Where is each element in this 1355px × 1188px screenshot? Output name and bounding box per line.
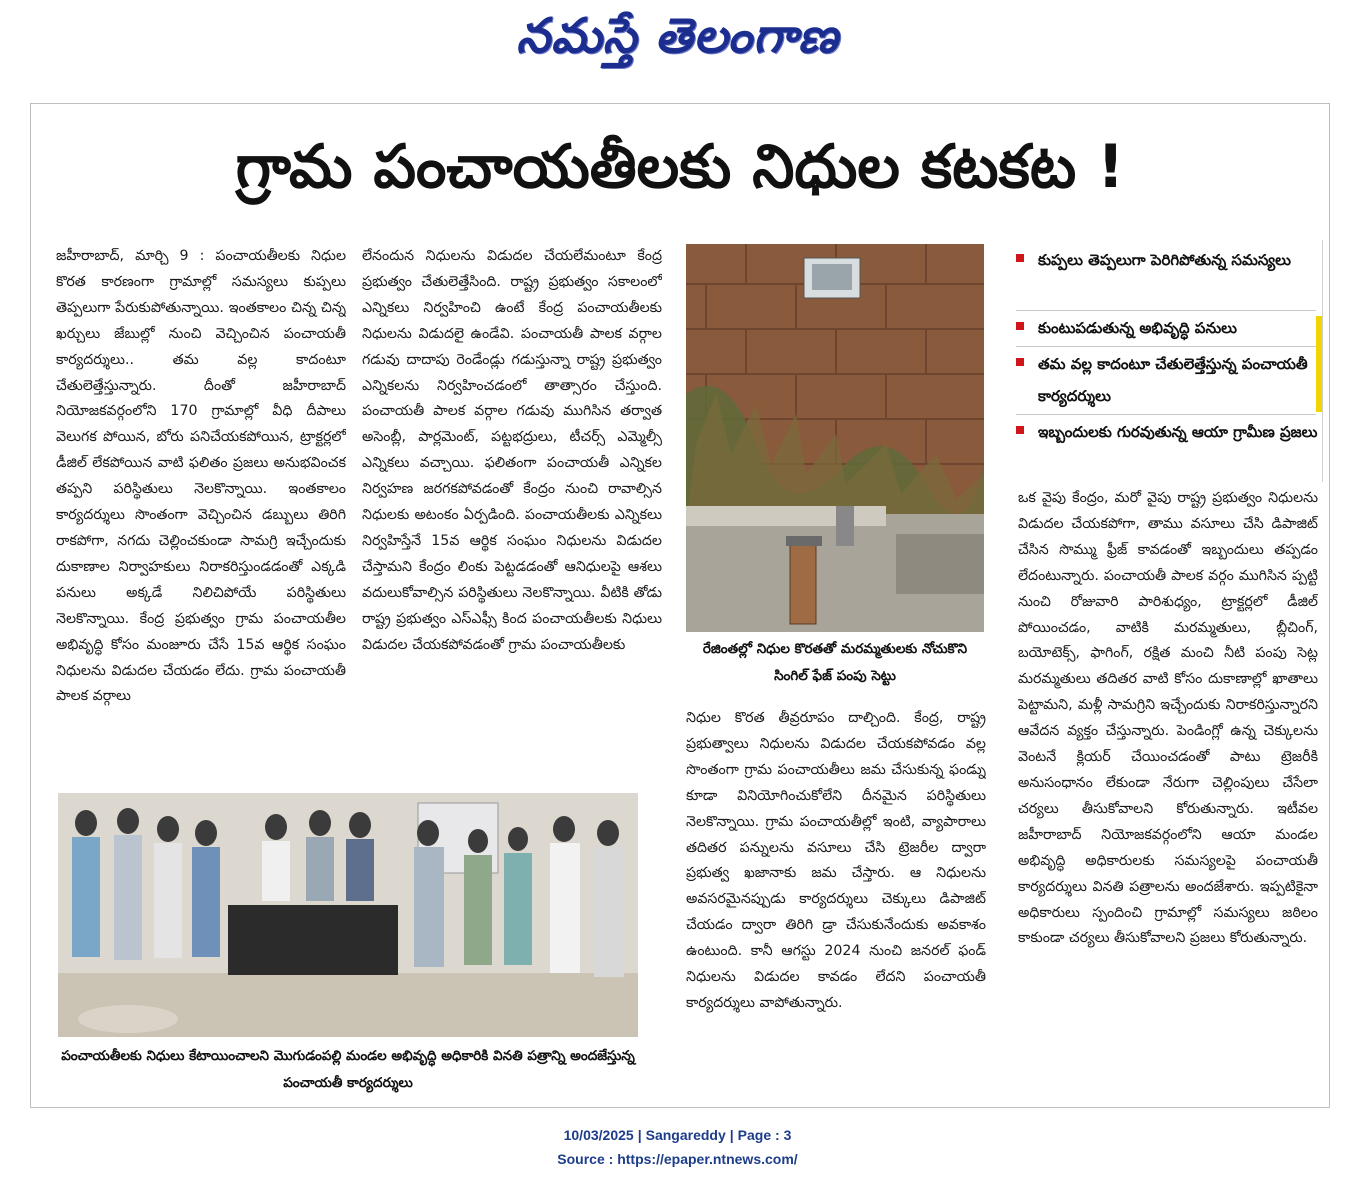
- footer-edition: Sangareddy: [645, 1127, 726, 1143]
- article-column-3: నిధుల కొరత తీవ్రరూపం దాల్చింది. కేంద్ర, రాష్ట్ర ప్రభుత్వాలు నిధులను విడుదల చేయకపోవడం వల్ల సొంతంగా గ్రామ పంచాయతీలు జమ చేసుకున్న ఫండ్ను కూడా వినియోగించుకోలేని దీనమైన పరిస్థితులు నెలకొన్నాయి. గ్రామ పంచాయతీల్లో ఇంటి, వ్యాపారాలు తదితర పన్నులను వసూలు చేసి ట్రెజరీల ద్వారా ప్రభుత్వ ఖజానాకు జమ చేస్తారు. ఆ నిధులను అవసరమైనప్పుడు కార్యదర్శులు చెక్కులు డిపాజిట్ చేయడం ద్వారా తిరిగి డ్రా చేసుకునేందుకు అవకాశం ఉంటుంది. కానీ ఆగస్టు 2024 నుంచి జనరల్ ఫండ్ నిధులను విడుదల కావడం లేదని పంచాయతీ కార్యదర్శులు వాపోతున్నారు.: [686, 710, 986, 1011]
- footer-page: Page : 3: [737, 1127, 792, 1143]
- highlight-item: కుంటుపడుతున్న అభివృద్ధి పనులు: [1016, 312, 1316, 344]
- newspaper-logo: నమస్తే తెలంగాణ: [516, 8, 839, 64]
- frame-divider: [30, 1107, 1330, 1108]
- pump-photo-caption: రేజింతల్లో నిధుల కొరతతో మరమ్మతులకు నోచుకొని సింగిల్ ఫేజ్ పంపు సెట్టు: [702, 641, 968, 684]
- footer-meta-line: 10/03/2025 | Sangareddy | Page : 3: [563, 1127, 792, 1143]
- footer-source[interactable]: Source : https://epaper.ntnews.com/: [557, 1151, 798, 1167]
- group-photo-illustration: [58, 793, 638, 1037]
- highlight-divider: [1016, 346, 1316, 347]
- group-photo: [58, 793, 638, 1037]
- article-column-4: ఒక వైపు కేంద్రం, మరో వైపు రాష్ట్ర ప్రభుత్వం నిధులను విడుదల చేయకపోగా, తాము వసూలు చేసి డిపాజిట్ చేసిన సొమ్ము ఫ్రీజ్ కావడంతో ఇబ్బందులు తప్పడం లేదంటున్నారు. పంచాయతీ పాలక వర్గం ముగిసిన ప్పట్టి నుంచి రోజువారి పారిశుధ్యం, ట్రాక్టర్లలో డీజిల్ పోయించడం, వాటికి మరమ్మతులు, బ్లీచింగ్, బయోటెక్స్, ఫాగింగ్, రక్షిత మంచి నీటి పంపు సెట్ల మరమ్మతులు తదితర వాటి కోసం దుకాణాల్లో ఖాతాలు పెట్టామని, మళ్లీ సామగ్రిని ఇచ్చేందుకు నిరాకరిస్తున్నారని ఆవేదన వ్యక్తం చేస్తున్నారు. పెండింగ్లో ఉన్న చెక్కులను వెంటనే క్లియర్ చేయించడంతో పాటు ట్రెజరీకి అనుసంధానం లేకుండా నేరుగా చెల్లింపులు చేసేలా చర్యలు తీసుకోవాలని కోరుతున్నారు. ఇటీవల జహీరాబాద్ నియోజకవర్గంలోని ఆయా మండల అభివృద్ధి అధికారులకు సమస్యలపై పంచాయతీ కార్యదర్శులు వినతి పత్రాలను అందజేశారు. ఇప్పటికైనా అధికారులు స్పందించి గ్రామాల్లో సమస్యలు జఠిలం కాకుండా చర్యలు తీసుకోవాలని ప్రజలు కోరుతున్నారు.: [1018, 490, 1318, 947]
- pump-photo: [686, 244, 984, 632]
- highlight-accent-bar: [1316, 316, 1322, 412]
- highlight-divider: [1016, 414, 1316, 415]
- page-footer: [0, 1123, 1355, 1171]
- article-column-1: జహీరాబాద్, మార్చి 9 : పంచాయతీలకు నిధుల కొరత కారణంగా గ్రామాల్లో సమస్యలు కుప్పలు తెప్పలుగా పేరుకుపోతున్నాయి. ఇంతకాలం చిన్న చిన్న ఖర్చులు జేబుల్లో నుంచి వెచ్చించిన పంచాయతీ కార్యదర్శులు.. తమ వల్ల కాదంటూ చేతులెత్తేస్తున్నారు. దీంతో జహీరాబాద్ నియోజకవర్గంలోని 170 గ్రామాల్లో వీధి దీపాలు వెలుగక పోయిన, బోరు పనిచేయకపోయిన, ట్రాక్టర్లలో డీజిల్ లేకపోయిన వాటి ఫలితం ప్రజలు అనుభవించక తప్పని పరిస్థితులు నెలకొన్నాయి. ఇంతకాలం కార్యదర్శులు సొంతంగా వెచ్చించిన డబ్బులు తిరిగి రాకపోగా, నగదు చెల్లించకుండా సామగ్రి ఇచ్చేందుకు దుకాణాల నిర్వాహకులు నిరాకరిస్తుండడంతో ఎక్కడి పనులు అక్కడే నిలిచిపోయే పరిస్థితులు నెలకొన్నాయి. కేంద్ర ప్రభుత్వం గ్రామ పంచాయతీల అభివృద్ధి కోసం మంజూరు చేసే 15వ ఆర్థిక సంఘం నిధులను విడుదల చేయడం లేదు. గ్రామ పంచాయతీ పాలక వర్గాలు: [56, 248, 346, 705]
- highlight-item: కుప్పలు తెప్పలుగా పెరిగిపోతున్న సమస్యలు: [1016, 244, 1316, 308]
- group-photo-caption: పంచాయతీలకు నిధులు కేటాయించాలని మొగుడంపల్లి మండల అభివృద్ధి అధికారికి వినతి పత్రాన్ని అందజేస్తున్న పంచాయతీ కార్యదర్శులు: [61, 1048, 635, 1091]
- bullet-square-icon: [1016, 426, 1024, 434]
- frame-divider: [30, 103, 1330, 104]
- highlight-item: ఇబ్బందులకు గురవుతున్న ఆయా గ్రామీణ ప్రజలు: [1016, 416, 1316, 480]
- article-headline: గ్రామ పంచాయతీలకు నిధుల కటకట !: [235, 132, 1125, 202]
- highlight-item: తమ వల్ల కాదంటూ చేతులెత్తేస్తున్న పంచాయతీ కార్యదర్శులు: [1016, 348, 1316, 412]
- frame-divider: [1329, 103, 1330, 1108]
- frame-divider: [30, 103, 31, 1108]
- masthead: [0, 0, 1355, 80]
- bullet-square-icon: [1016, 358, 1024, 366]
- pump-photo-illustration: [686, 244, 984, 632]
- highlight-divider: [1016, 310, 1316, 311]
- article-column-2: లేనందున నిధులను విడుదల చేయలేమంటూ కేంద్ర ప్రభుత్వం చేతులెత్తేసింది. రాష్ట్ర ప్రభుత్వం సకాలంలో ఎన్నికలు నిర్వహించి ఉంటే కేంద్ర పంచాయతీలకు నిధులను విడుదలై ఉండేవి. పంచాయతీ పాలక వర్గాల గడువు దాదాపు రెండేండ్లు గడుస్తున్నా రాష్ట్ర ప్రభుత్వం ఎన్నికలను నిర్వహించడంలో తాత్సారం చేస్తుంది. పంచాయతీ పాలక వర్గాల గడువు ముగిసిన తర్వాత అసెంబ్లీ, పార్లమెంట్, పట్టభద్రులు, టీచర్స్ ఎమ్మెల్సీ ఎన్నికలు వచ్చాయి. ఫలితంగా పంచాయతీ ఎన్నికల నిర్వహణ జరగకపోవడంతో కేంద్రం నుంచి రావాల్సిన నిధులకు అటంకం ఏర్పడింది. పంచాయతీలకు ఎన్నికలు నిర్వహిస్తేనే 15వ ఆర్థిక సంఘం నిధులను విడుదల చేస్తామని కేంద్రం లింకు పెట్టడడంతో ఆనిధులపై ఆశలు వదులుకోవాల్సిన పరిస్థితులు నెలకొన్నాయి. వీటికి తోడు రాష్ట్ర ప్రభుత్వం ఎస్ఎఫ్సీ కింద పంచాయతీలకు నిధులు విడుదల చేయకపోవడంతో గ్రామ పంచాయతీలకు: [362, 248, 662, 653]
- bullet-square-icon: [1016, 322, 1024, 330]
- highlights-box: [1004, 240, 1323, 482]
- footer-date: 10/03/2025: [563, 1127, 634, 1143]
- bullet-square-icon: [1016, 254, 1024, 262]
